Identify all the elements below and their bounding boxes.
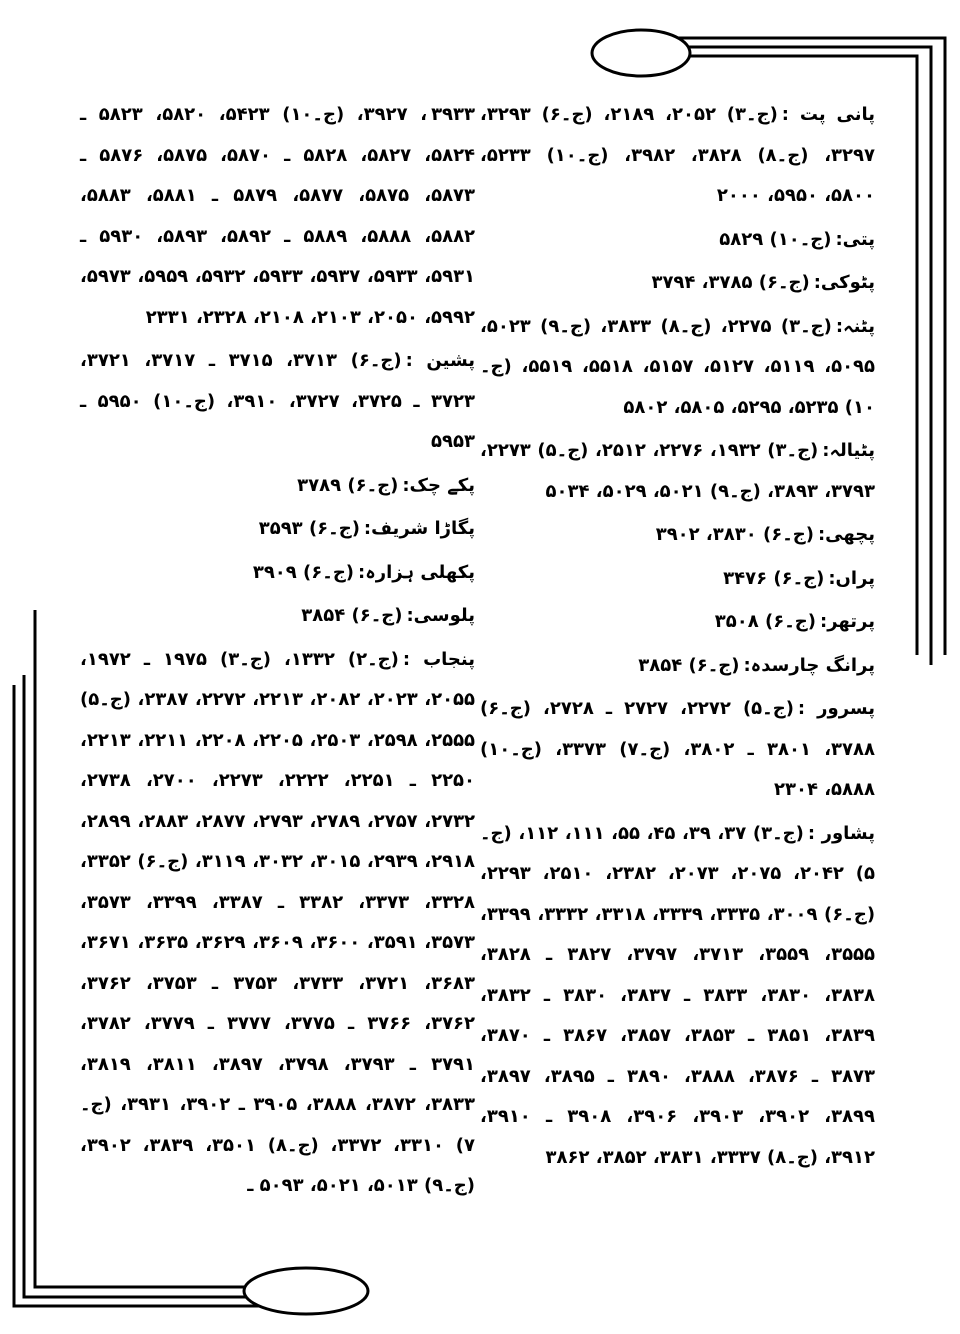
entry-term: پنجاب : [402,648,476,670]
entry-refs: (ج۔۳) ۳۷، ۳۹، ۴۵، ۵۵، ۱۱۱، ۱۱۲، (ج۔۵) ۲۰۴۲، ۲۰۷۵، ۲۰۷۳، ۲۳۸۲، ۲۵۱۰، ۲۲۹۳، (ج۔۶) ۳۰۰۹، ۳۳۳۵، ۳۳۳۹، ۳۳۱۸، ۳۳۳۲، ۳۳۹۹، ۳۵۵۵، ۳۵۵۹، ۳۷۱۳، ۳۷۹۷، ۳۸۲۷ ـ ۳۸۲۸، ۳۸۳۸، ۳۸۳۰، ۳۸۳۳ ـ ۳۸۳۷، ۳۸۳۰ ـ ۳۸۳۲، ۳۸۳۹، ۳۸۵۱ ـ ۳۸۵۳، ۳۸۵۷، ۳۸۶۷ ـ ۳۸۷۰، ۳۸۷۳ ـ ۳۸۷۶، ۳۸۸۸، ۳۸۹۰ ـ ۳۸۹۵، ۳۸۹۷، ۳۸۹۹، ۳۹۰۲، ۳۹۰۳، ۳۹۰۶، ۳۹۰۸ ـ ۳۹۱۰، ۳۹۱۲، (ج۔۸) ۳۳۳۷، ۳۸۳۱، ۳۸۵۲، ۳۸۶۲ [480,822,876,1168]
index-entry [80,596,475,637]
index-column-right [480,95,875,1181]
index-entry [480,95,875,217]
entry-term: پانی پت : [781,104,876,125]
entry-term: پچھی: [817,524,875,545]
entry-refs: (ج۔۶) ۳۵۹۳ [258,518,360,539]
entry-refs: (ج۔۶) ۳۹۰۹ [252,561,355,583]
entry-term: پٹوکی: [813,272,875,293]
index-entry [80,509,475,550]
entry-refs: (ج۔۶) ۳۷۸۹ [297,474,399,496]
index-entry [480,307,875,429]
entry-term: پٹنہ: [835,315,876,337]
entry-term: پلوسی: [406,605,475,626]
entry-term: پرتھر: [820,611,875,632]
entry-refs: (ج۔۳) ۲۰۵۲، ۲۱۸۹، (ج۔۶) ۳۲۹۳، ۳۲۹۷، (ج۔۸) ۳۸۲۸، ۳۹۸۲، (ج۔۱۰) ۵۲۳۳، ۵۸۰۰، ۵۹۵۰، ۲۰۰۰ [480,104,875,206]
index-entry [80,466,475,507]
index-entry [480,263,875,304]
entry-term: پگاڑا شریف: [363,518,475,539]
index-entry [480,559,875,600]
entry-refs: (ج۔۳) ۱۹۳۲، ۲۲۷۶، ۲۵۱۲، (ج۔۵) ۲۲۷۳، ۳۷۹۳، ۳۸۹۳، (ج۔۹) ۵۰۲۱، ۵۰۲۹، ۵۰۳۴ [480,440,875,502]
index-entry [480,602,875,643]
index-column-left [80,95,475,1210]
entry-term: پراں: [828,567,875,589]
entry-term: پشاور : [807,822,876,844]
entry-term: پکھلی ہزارہ: [358,561,475,583]
index-entry [480,646,875,687]
index-entry [480,689,875,811]
index-entry [480,220,875,261]
entry-term: پتی: [835,228,875,250]
entry-term: پسرور : [797,698,875,719]
index-entry [80,553,475,594]
index-entry [480,814,875,1179]
entry-refs: (ج۔۳) ۲۲۷۵، (ج۔۸) ۳۸۳۳، (ج۔۹) ۵۰۲۳، ۵۰۹۵، ۵۱۱۹، ۵۱۲۷، ۵۱۵۷، ۵۵۱۸، ۵۵۱۹، (ج۔۱۰) ۵۲۳۵، ۵۲۹۵، ۵۸۰۵، ۵۸۰۲ [480,315,876,418]
entry-refs: (ج۔۵) ۲۲۷۲، ۲۷۲۷ ـ ۲۷۲۸، (ج۔۶) ۳۷۸۸، ۳۸۰۱ ـ ۳۸۰۲، (ج۔۷) ۳۳۷۳، (ج۔۱۰) ۵۸۸۸، ۲۳۰۴ [480,698,875,800]
entry-refs: ۳۹۳۳، ۳۹۲۷، (ج۔۱۰) ۵۴۲۳، ۵۸۲۰، ۵۸۲۳ ـ ۵۸۲۴، ۵۸۲۷، ۵۸۲۸ ـ ۵۸۷۰، ۵۸۷۵، ۵۸۷۶ ـ ۵۸۷۳، ۵۸۷۵، ۵۸۷۷، ۵۸۷۹ ـ ۵۸۸۱، ۵۸۸۳، ۵۸۸۲، ۵۸۸۸، ۵۸۸۹ ـ ۵۸۹۲، ۵۸۹۳، ۵۹۳۰ ـ ۵۹۳۱، ۵۹۳۳، ۵۹۳۷، ۵۹۳۳، ۵۹۳۲، ۵۹۵۹، ۵۹۷۳، ۵۹۹۲، ۲۰۵۰، ۲۱۰۳، ۲۱۰۸، ۲۳۲۸، ۲۳۳۱ [80,104,476,328]
entry-term: پٹیالہ: [822,440,875,461]
entry-refs: (ج۔۶) ۳۸۵۴ [301,605,403,626]
entry-term: پکے چک: [402,474,475,496]
entry-refs: (ج۔۶) ۳۵۰۸ [714,611,816,632]
index-entry [80,640,475,1207]
entry-refs: (ج۔۱۰) ۵۸۲۹ [719,228,832,250]
entry-term: پرانگ چارسدہ: [743,654,875,676]
entry-term: پشین : [405,350,476,371]
entry-refs: (ج۔۲) ۱۳۳۲، (ج۔۳) ۱۹۷۵ ـ ۱۹۷۲، ۲۰۵۵، ۲۰۲۳، ۲۰۸۲، ۲۲۱۳، ۲۲۷۲، ۲۳۸۷، (ج۔۵) ۲۵۵۵، ۲۵۹۸، ۲۵۰۳، ۲۲۰۵، ۲۲۰۸، ۲۲۱۱، ۲۲۱۳، ۲۲۵۰ ـ ۲۲۵۱، ۲۲۲۲، ۲۲۷۳، ۲۷۰۰، ۲۷۳۸، ۲۷۳۲، ۲۷۵۷، ۲۷۸۹، ۲۷۹۳، ۲۸۷۷، ۲۸۸۳، ۲۸۹۹، ۲۹۱۸، ۲۹۳۹، ۳۰۱۵، ۳۰۳۲، ۳۱۱۹، (ج۔۶) ۳۳۵۲، ۳۳۲۸، ۳۳۷۳، ۳۳۸۲ ـ ۳۳۸۷، ۳۳۹۹، ۳۵۷۳، ۳۵۷۳، ۳۵۹۱، ۳۶۰۰، ۳۶۰۹، ۳۶۲۹، ۳۶۳۵، ۳۶۷۱، ۳۶۸۳، ۳۷۲۱، ۳۷۳۳، ۳۷۵۳ ـ ۳۷۵۳، ۳۷۶۲، ۳۷۶۲، ۳۷۶۶ ـ ۳۷۷۵، ۳۷۷۷ ـ ۳۷۷۹، ۳۷۸۲، ۳۷۹۱ ـ ۳۷۹۳، ۳۷۹۸، ۳۸۹۷، ۳۸۱۱، ۳۸۱۹، ۳۸۳۳، ۳۸۷۲، ۳۸۸۸، ۳۹۰۵ ـ ۳۹۰۲، ۳۹۳۱، (ج۔۷) ۳۳۱۰، ۳۳۷۲، (ج۔۸) ۳۵۰۱، ۳۸۳۹، ۳۹۰۲، (ج۔۹) ۵۰۱۳، ۵۰۲۱، ۵۰۹۳ ـ [80,648,476,1196]
index-entry [480,515,875,556]
entry-refs: (ج۔۶) ۳۸۳۰، ۳۹۰۲ [655,524,814,545]
entry-refs: (ج۔۶) ۳۴۷۶ [723,567,825,589]
index-entry [80,341,475,463]
entry-refs: (ج۔۶) ۳۷۱۳، ۳۷۱۵ ـ ۳۷۱۷، ۳۷۲۱، ۳۷۲۳ ـ ۳۷۲۵، ۳۷۲۷، ۳۹۱۰، (ج۔۱۰) ۵۹۵۰ ـ ۵۹۵۳ [80,350,475,452]
entry-refs: (ج۔۶) ۳۸۵۴ [638,654,740,676]
entry-refs: (ج۔۶) ۳۷۸۵، ۳۷۹۴ [651,272,810,293]
index-entry [480,431,875,512]
index-entry [80,95,475,338]
